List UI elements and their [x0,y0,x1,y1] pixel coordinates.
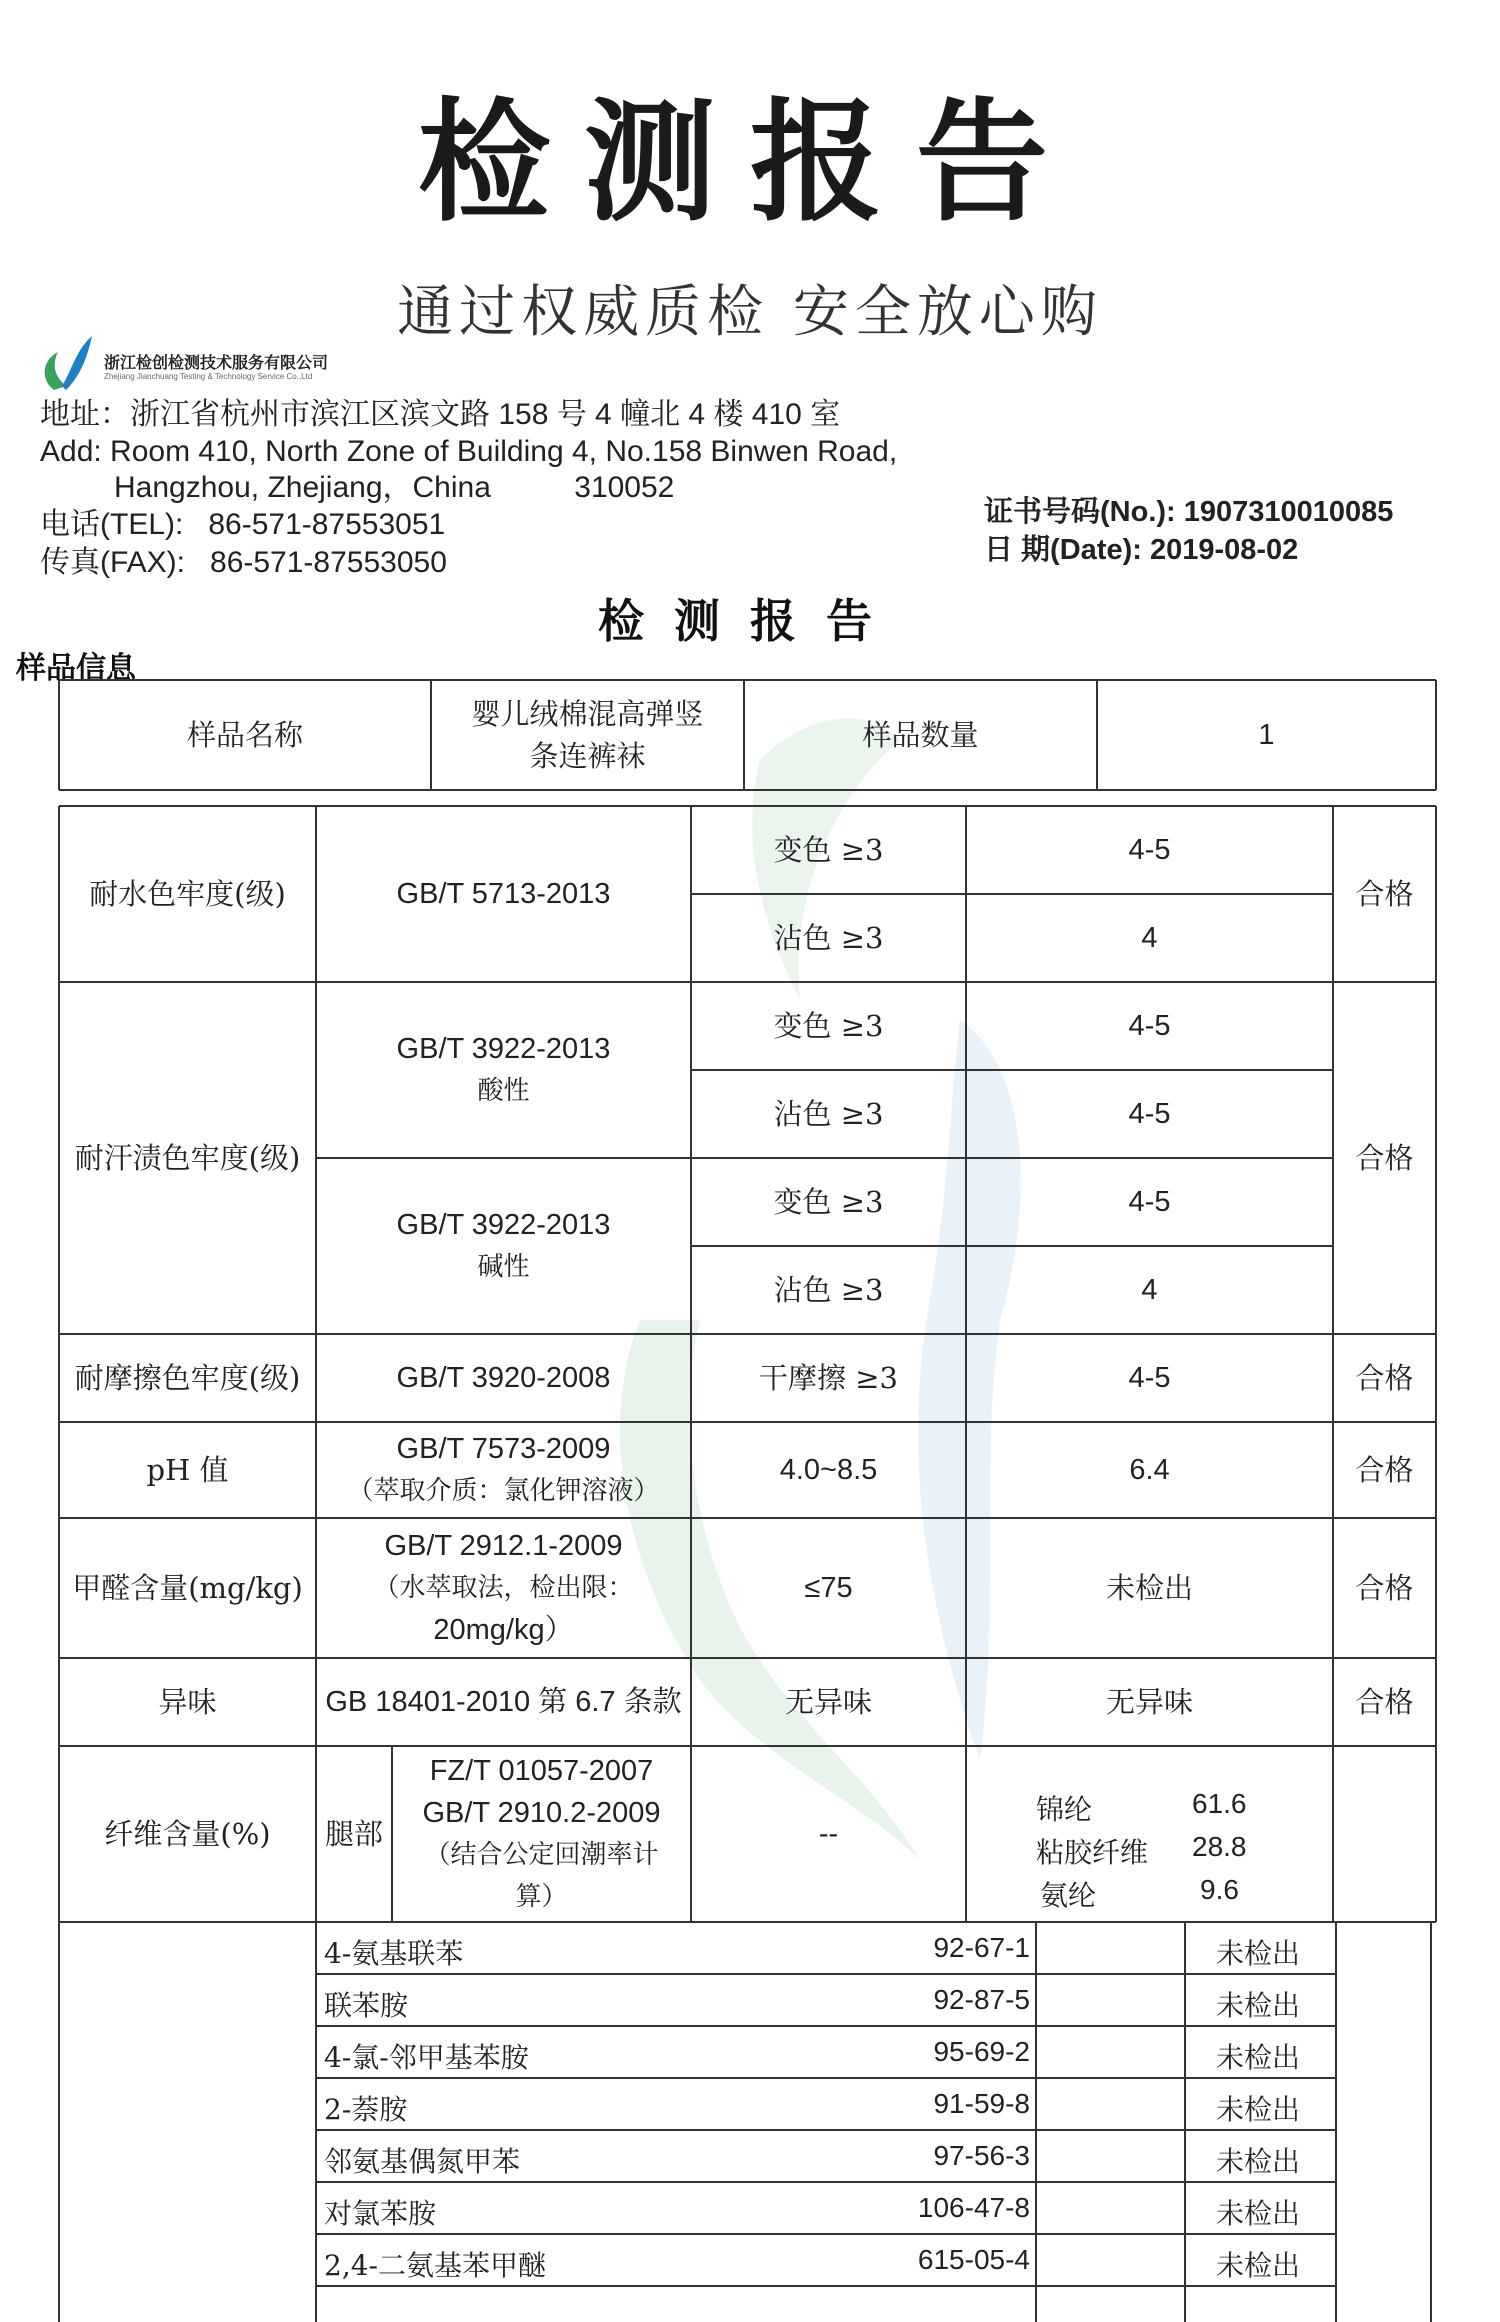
verdict: 合格 [1355,1685,1414,1719]
result: 无异味 [1105,1685,1193,1719]
sample-info-heading: 样品信息 [16,651,136,686]
amine-name: 对氯苯胺 [324,2197,437,2230]
amine-cas: 91-59-8 [933,2088,1030,2119]
report-sub-title: 检测报告 [598,594,902,648]
result: 4-5 [1128,1362,1171,1394]
amine-result: 未检出 [1216,2041,1301,2074]
verdict: 合格 [1355,1141,1414,1175]
verdict: 合格 [1355,877,1414,911]
method-note: 碱性 [477,1252,530,1282]
fiber-value: 61.6 [1192,1788,1247,1819]
certificate-number: 证书号码(No.): 1907310010085 [984,496,1394,528]
amine-result: 未检出 [1216,1937,1301,1970]
fiber-part: 腿部 [324,1817,383,1851]
verdict: 合格 [1355,1571,1414,1605]
method-note: 算） [515,1882,568,1912]
hero-title: 检测报告 [418,86,1082,240]
test-method-sweat-acid [316,982,691,1158]
test-item-water: 耐水色牢度(级) [89,877,286,911]
address-en-line1: Add: Room 410, North Zone of Building 4, No.158 Binwen Road, [40,435,898,468]
result: 4 [1141,922,1158,954]
amine-cas: 97-56-3 [933,2140,1030,2171]
test-item-rubbing: 耐摩擦色牢度(级) [74,1361,301,1395]
requirement: 变色 ≥3 [773,1009,884,1043]
result: 6.4 [1129,1454,1170,1486]
requirement: 干摩擦 ≥3 [759,1361,898,1395]
method-note: （水萃取法，检出限： [373,1573,634,1603]
requirement: 沾色 ≥3 [773,1097,884,1131]
fiber-name: 氨纶 [1040,1879,1097,1912]
sample-name-line1: 婴儿绒棉混高弹竖 [471,697,704,731]
result: 4 [1141,1274,1158,1306]
amine-result: 未检出 [1216,1989,1301,2022]
test-item-formaldehyde: 甲醛含量(mg/kg) [72,1571,303,1605]
test-item-ph: pH 值 [146,1453,229,1487]
fiber-name: 粘胶纤维 [1036,1836,1149,1869]
method-standard: GB/T 2912.1-2009 [384,1530,623,1562]
amine-result: 未检出 [1216,2093,1301,2126]
slogan: 通过权威质检 安全放心购 [397,280,1103,345]
sample-name-value [431,680,744,790]
fiber-results [966,1746,1333,1922]
test-item-fiber: 纤维含量(%) [104,1817,271,1851]
method-note: （结合公定回潮率计 [424,1840,659,1870]
amine-name: 联苯胺 [324,1989,409,2022]
fiber-name: 锦纶 [1036,1793,1093,1826]
test-method-sweat-alkaline [316,1158,691,1334]
amine-name: 邻氨基偶氮甲苯 [324,2145,521,2178]
test-method-fiber [392,1746,691,1922]
verdict: 合格 [1355,1361,1414,1395]
fax: 传真(FAX): 86-571-87553050 [40,546,447,579]
test-item-sweat: 耐汗渍色牢度(级) [74,1141,301,1175]
result: 4-5 [1128,1098,1171,1130]
test-method-ph [316,1422,691,1518]
fiber-value: 9.6 [1200,1874,1239,1905]
company-name-cn: 浙江检创检测技术服务有限公司 [104,355,329,372]
company-name-en: Zhejiang Jianchuang Testing & Technology Service Co.,Ltd [104,372,313,381]
amine-cas: 106-47-8 [917,2192,1030,2223]
test-method-odor: GB 18401-2010 第 6.7 条款 [325,1686,682,1718]
requirement: 变色 ≥3 [773,1185,884,1219]
method-standard: FZ/T 01057-2007 [429,1755,654,1787]
method-standard: GB/T 3922-2013 [396,1033,611,1065]
test-item-odor: 异味 [158,1685,217,1719]
test-method-water: GB/T 5713-2013 [396,878,611,910]
amine-name: 2,4-二氨基苯甲醚 [324,2249,546,2282]
address-cn: 地址：浙江省杭州市滨江区滨文路 158 号 4 幢北 4 楼 410 室 [40,398,841,431]
sample-name-label: 样品名称 [186,718,303,752]
requirement: 变色 ≥3 [773,833,884,867]
amine-result: 未检出 [1216,2145,1301,2178]
verdict: 合格 [1355,1453,1414,1487]
telephone: 电话(TEL): 86-571-87553051 [40,508,446,541]
result: 4-5 [1128,1010,1171,1042]
sample-name-line2: 条连裤袜 [529,739,646,773]
test-method-rubbing: GB/T 3920-2008 [396,1362,611,1394]
result: 4-5 [1128,1186,1171,1218]
sample-qty-value: 1 [1258,719,1275,751]
requirement: 沾色 ≥3 [773,921,884,955]
amine-name: 2-萘胺 [324,2093,408,2126]
amine-cas: 95-69-2 [933,2036,1030,2067]
amine-cas: 615-05-4 [917,2244,1030,2275]
requirement: 沾色 ≥3 [773,1273,884,1307]
requirement: ≤75 [804,1572,853,1604]
sample-qty-label: 样品数量 [862,718,979,752]
requirement: 4.0~8.5 [779,1454,878,1486]
amine-table [0,1922,1500,2322]
method-note: 酸性 [477,1076,530,1106]
amine-name: 4-氯-邻甲基苯胺 [324,2041,529,2074]
method-standard: GB/T 3922-2013 [396,1209,611,1241]
requirement: -- [818,1818,839,1850]
fiber-value: 28.8 [1192,1831,1247,1862]
method-note: 20mg/kg） [433,1614,574,1646]
address-en-line2: Hangzhou, Zhejiang，China 310052 [114,471,675,504]
amine-result: 未检出 [1216,2197,1301,2230]
method-standard: GB/T 7573-2009 [396,1433,611,1465]
amine-name: 4-氨基联苯 [324,1937,464,1970]
test-method-formaldehyde [316,1518,691,1658]
report-date: 日 期(Date): 2019-08-02 [984,534,1299,566]
amine-result: 未检出 [1216,2249,1301,2282]
requirement: 无异味 [784,1685,872,1719]
result: 未检出 [1105,1571,1193,1605]
method-standard: GB/T 2910.2-2009 [422,1797,661,1829]
amine-cas: 92-87-5 [933,1984,1030,2015]
result: 4-5 [1128,834,1171,866]
amine-cas: 92-67-1 [933,1932,1030,1963]
method-note: （萃取介质：氯化钾溶液） [347,1476,660,1506]
